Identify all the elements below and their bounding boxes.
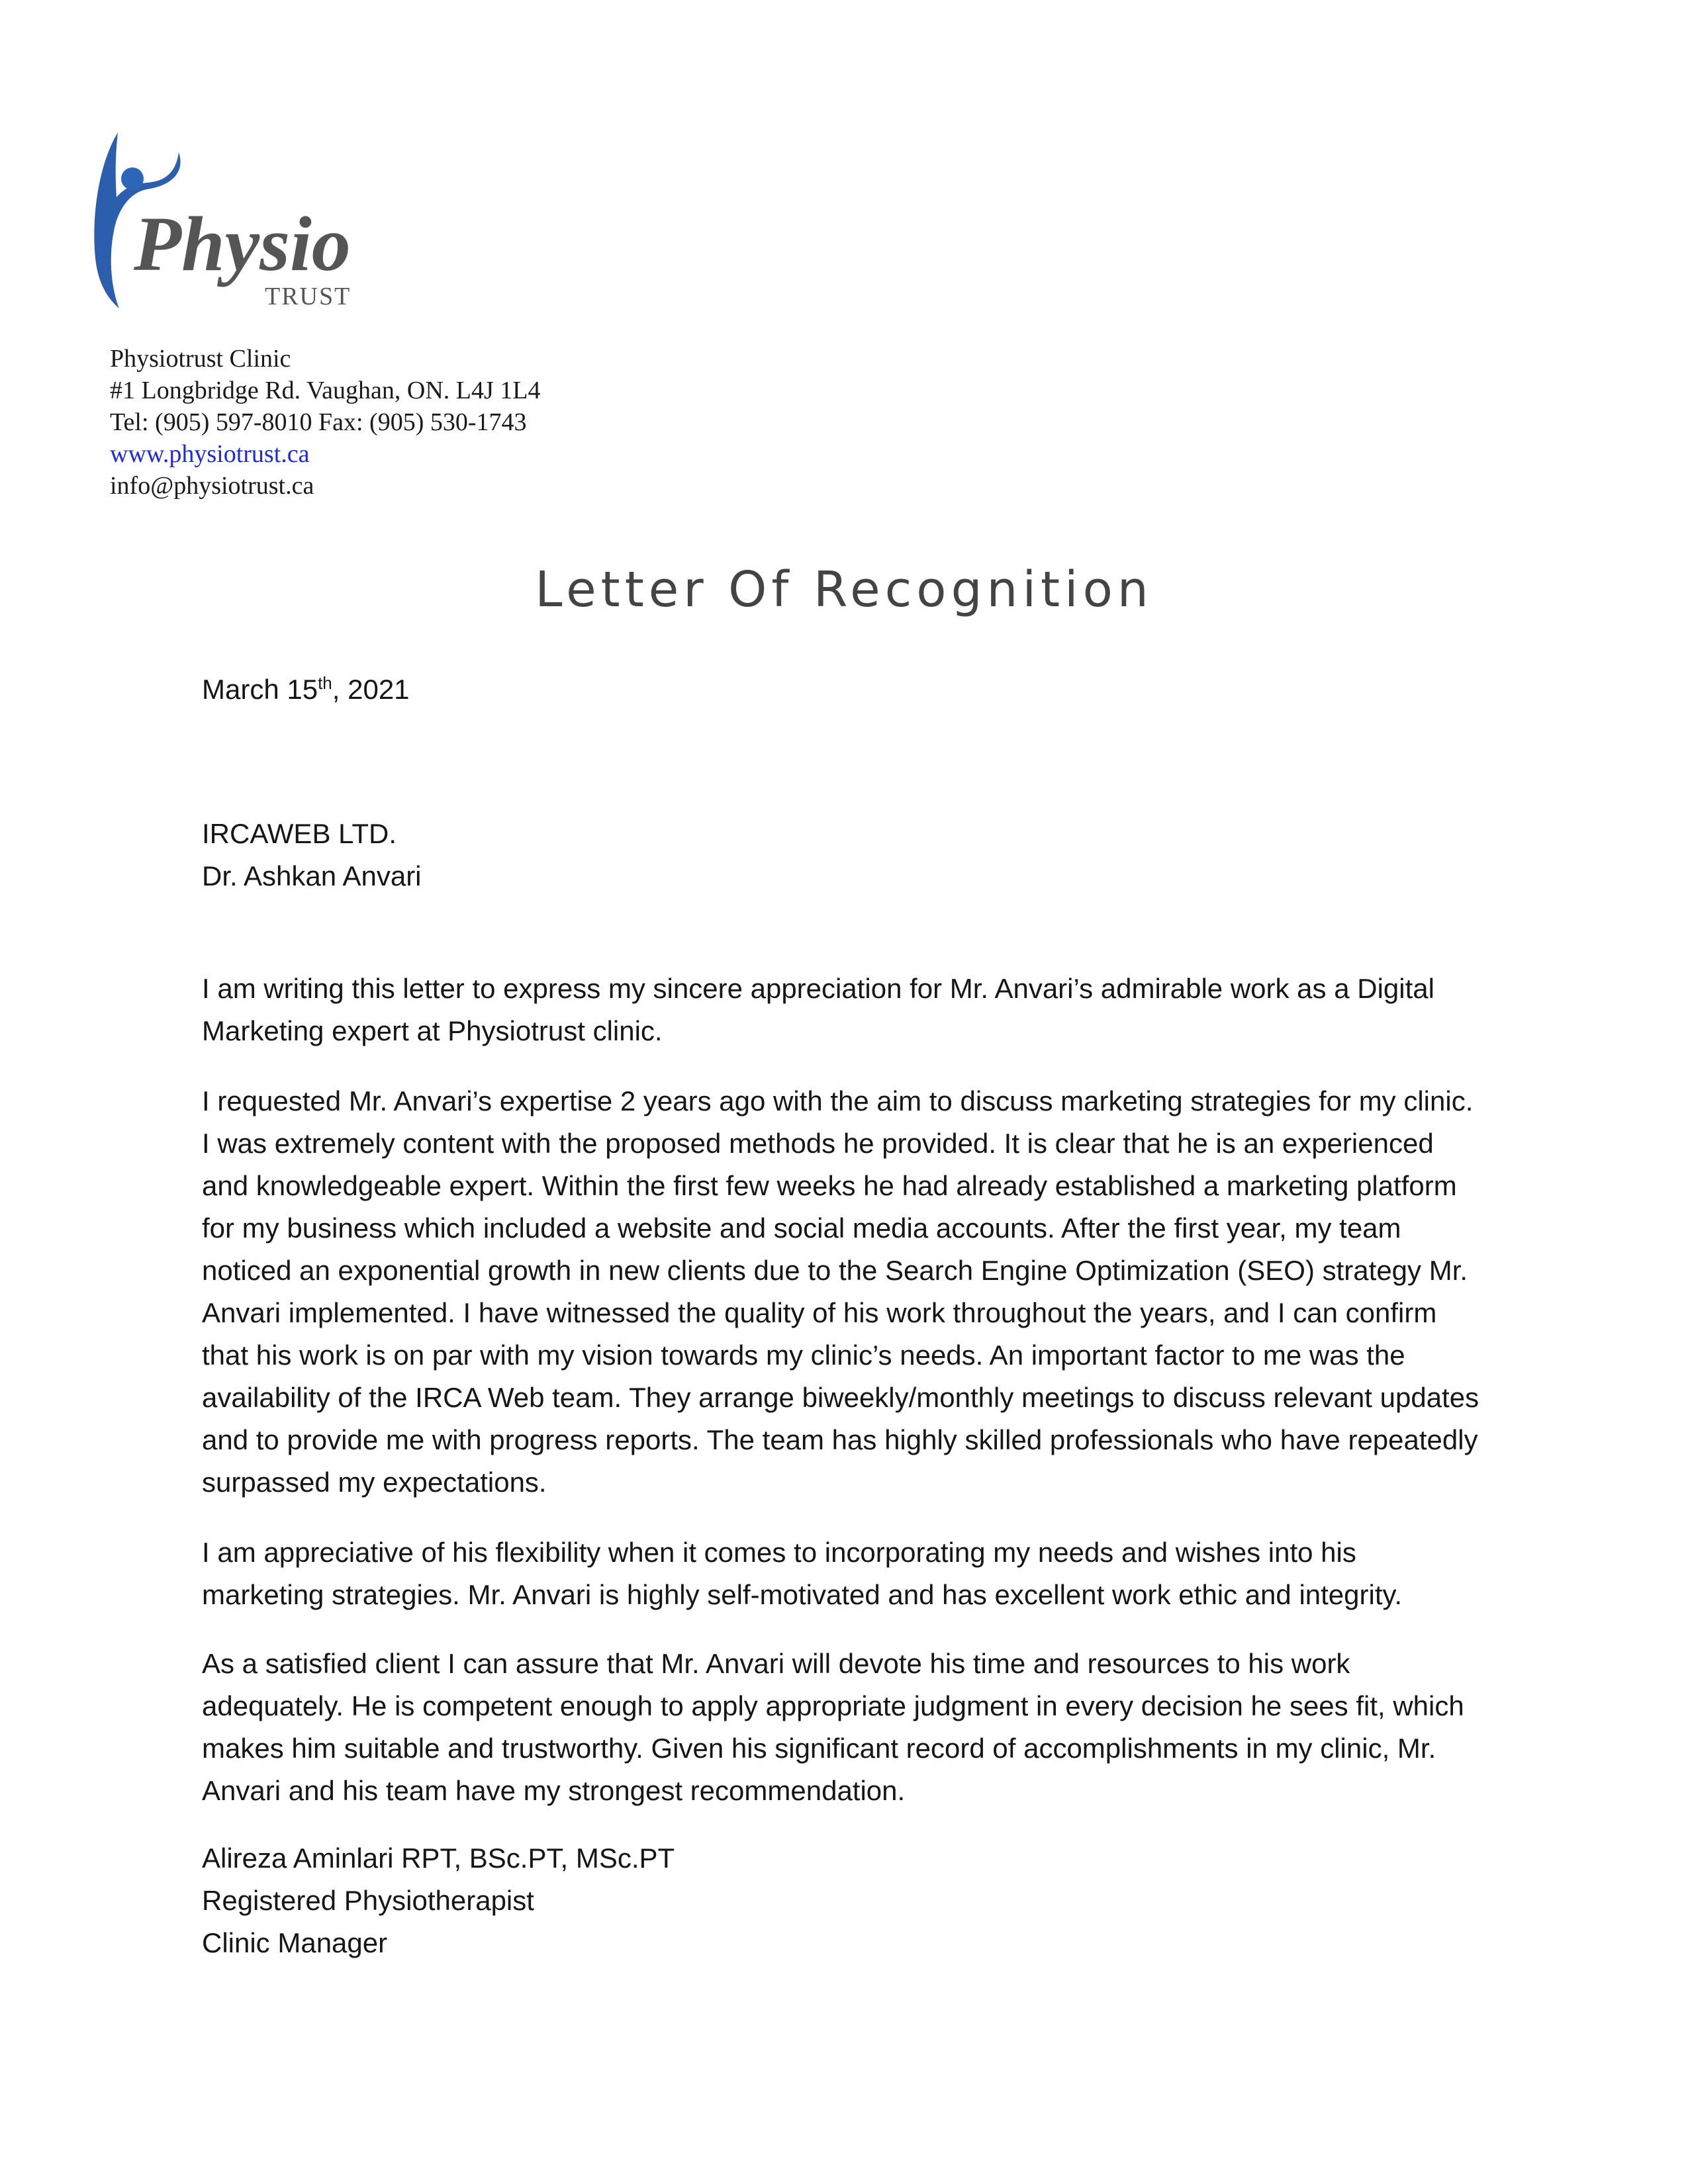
paragraph-line: adequately. He is competent enough to apply appropriate judgment in every decision he sees fit, which (202, 1690, 1464, 1721)
logo-wordmark: Physio (134, 201, 351, 287)
logo-graphic (86, 126, 377, 318)
recipient-company: IRCAWEB LTD. (202, 818, 397, 849)
clinic-website-link[interactable]: www.physiotrust.ca (110, 440, 310, 468)
paragraph-flexibility (202, 1531, 1526, 1616)
paragraph-recommendation (202, 1643, 1526, 1812)
logo-figure-head (121, 167, 144, 190)
paragraph-line: makes him suitable and trustworthy. Given his significant record of accomplishments in my clinic, Mr. (202, 1733, 1436, 1764)
paragraph-line: Anvari implemented. I have witnessed the quality of his work throughout the years, and I can confirm (202, 1297, 1437, 1328)
paragraph-line: I requested Mr. Anvari’s expertise 2 years ago with the aim to discuss marketing strategies for my clinic. (202, 1085, 1474, 1116)
physiotrust-logo (86, 126, 377, 318)
signer-role: Registered Physiotherapist (202, 1885, 534, 1916)
clinic-name: Physiotrust Clinic (110, 345, 291, 373)
signer-name: Alireza Aminlari RPT, BSc.PT, MSc.PT (202, 1843, 675, 1874)
signature-block (202, 1837, 1526, 1964)
paragraph-line: surpassed my expectations. (202, 1467, 547, 1498)
date-month-day: March 15 (202, 674, 318, 705)
date-year: , 2021 (332, 674, 410, 705)
paragraph-line: marketing strategies. Mr. Anvari is highly self-motivated and has excellent work ethic and integrity. (202, 1579, 1403, 1610)
clinic-email: info@physiotrust.ca (110, 472, 314, 500)
paragraph-line: I am appreciative of his flexibility when it comes to incorporating my needs and wishes into his (202, 1537, 1356, 1568)
signer-position: Clinic Manager (202, 1927, 388, 1958)
letter-title: Letter Of Recognition (535, 561, 1153, 618)
paragraph-line: I was extremely content with the proposed methods he provided. It is clear that he is an experienced (202, 1128, 1434, 1159)
paragraph-line: for my business which included a website and social media accounts. After the first year, my team (202, 1212, 1401, 1244)
clinic-tel-fax: Tel: (905) 597-8010 Fax: (905) 530-1743 (110, 408, 527, 436)
date-suffix: th (318, 673, 332, 693)
logo-subword: TRUST (265, 283, 352, 310)
paragraph-line: that his work is on par with my vision towards my clinic’s needs. An important factor to me was the (202, 1340, 1405, 1371)
paragraph-line: As a satisfied client I can assure that Mr. Anvari will devote his time and resources to his work (202, 1648, 1350, 1679)
letterhead (110, 343, 541, 502)
paragraph-intro (202, 968, 1526, 1052)
clinic-address: #1 Longbridge Rd. Vaughan, ON. L4J 1L4 (110, 377, 541, 404)
letter-date (202, 668, 1526, 711)
recipient-block (202, 813, 1526, 897)
paragraph-line: and to provide me with progress reports. The team has highly skilled professionals who have repeatedly (202, 1424, 1478, 1455)
paragraph-line: Anvari and his team have my strongest recommendation. (202, 1775, 906, 1806)
paragraph-expertise (202, 1080, 1526, 1504)
paragraph-line: and knowledgeable expert. Within the first few weeks he had already established a marketing platform (202, 1170, 1457, 1201)
paragraph-line: Marketing expert at Physiotrust clinic. (202, 1015, 663, 1046)
paragraph-line: I am writing this letter to express my sincere appreciation for Mr. Anvari’s admirable work as a Digital (202, 973, 1434, 1004)
paragraph-line: availability of the IRCA Web team. They arrange biweekly/monthly meetings to discuss relevant updates (202, 1382, 1479, 1413)
paragraph-line: noticed an exponential growth in new clients due to the Search Engine Optimization (SEO) strategy Mr. (202, 1255, 1468, 1286)
recipient-name: Dr. Ashkan Anvari (202, 860, 422, 891)
